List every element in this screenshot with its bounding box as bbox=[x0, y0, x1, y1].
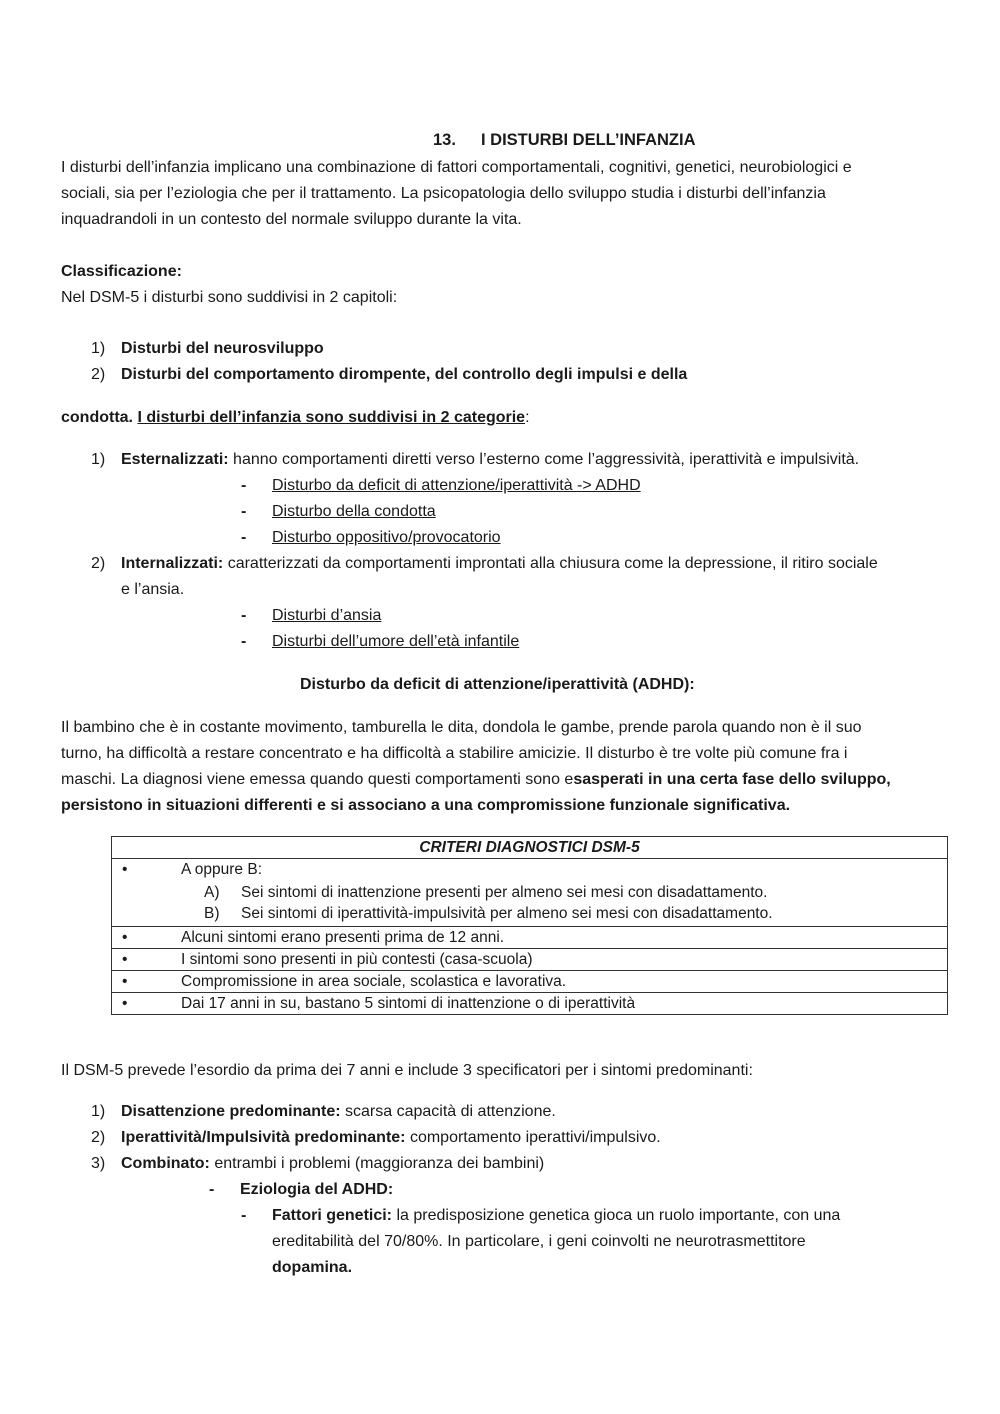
categories-colon: : bbox=[525, 409, 530, 426]
categories-intro bbox=[61, 408, 530, 428]
etiology-heading bbox=[0, 1181, 1000, 1201]
chapter-number: 13. bbox=[433, 131, 456, 149]
subitem-text: Disturbo oppositivo/provocatorio bbox=[272, 529, 501, 546]
classification-text: Nel DSM-5 i disturbi sono suddivisi in 2 capitoli: bbox=[61, 289, 398, 306]
sub-label-a: A) bbox=[204, 884, 220, 901]
specifier-line bbox=[121, 1103, 556, 1121]
bullet-marker: • bbox=[122, 951, 128, 968]
classification-label: Classificazione: bbox=[61, 263, 182, 280]
criteria-text: A oppure B: bbox=[181, 861, 263, 878]
subitem-4 bbox=[0, 607, 1000, 627]
list-number: 2) bbox=[91, 366, 106, 383]
sub-text-a: Sei sintomi di inattenzione presenti per almeno sei mesi con disadattamento. bbox=[241, 884, 768, 901]
subitem-2 bbox=[0, 503, 1000, 523]
adhd-p3-bold: sasperati in una certa fase dello sviluppo, bbox=[573, 771, 891, 788]
chapter-title: I DISTURBI DELL’INFANZIA bbox=[481, 131, 696, 149]
criteria-text: Compromissione in area sociale, scolastica e lavorativa. bbox=[181, 973, 567, 990]
list-number: 1) bbox=[91, 340, 106, 357]
continuation-bold: condotta. bbox=[61, 409, 133, 426]
subitem-text: Disturbo da deficit di attenzione/iperattività -> ADHD bbox=[272, 477, 641, 494]
list-number: 2) bbox=[91, 555, 106, 572]
criteria-text: I sintomi sono presenti in più contesti (casa-scuola) bbox=[181, 951, 533, 968]
criteria-row-3 bbox=[112, 949, 948, 971]
adhd-title: Disturbo da deficit di attenzione/iperattività (ADHD): bbox=[300, 676, 695, 693]
bullet-marker: • bbox=[122, 995, 128, 1012]
list-number: 1) bbox=[91, 1103, 106, 1120]
dash-marker: - bbox=[241, 633, 247, 650]
subitem-3 bbox=[0, 529, 1000, 549]
genetic-factors-item bbox=[0, 1207, 1000, 1279]
criteria-text: Dai 17 anni in su, bastano 5 sintomi di inattenzione o di iperattività bbox=[181, 995, 636, 1012]
category-text: hanno comportamenti diretti verso l’esterno come l’aggressività, iperattività e impulsività. bbox=[233, 451, 860, 468]
specifier-label: Iperattività/Impulsività predominante: bbox=[121, 1129, 406, 1146]
criteria-cell-content bbox=[112, 859, 947, 926]
etiology-label: Eziologia del ADHD: bbox=[240, 1181, 394, 1198]
list-number: 3) bbox=[91, 1155, 106, 1172]
sub-label-b: B) bbox=[204, 905, 220, 922]
category-item-1 bbox=[0, 451, 1000, 471]
genetic-line-1 bbox=[272, 1207, 840, 1225]
criteria-cell bbox=[112, 993, 948, 1015]
adhd-paragraph-line-3 bbox=[61, 770, 891, 790]
criteria-cell bbox=[112, 859, 948, 927]
adhd-paragraph-line-2: turno, ha difficoltà a restare concentrato e ha difficoltà a stabilire amicizie. Il disturbo è tre volte più comune fra i bbox=[61, 745, 848, 762]
category-line bbox=[121, 451, 859, 469]
genetic-text-1: la predisposizione genetica gioca un ruolo importante, con una bbox=[396, 1207, 841, 1224]
categories-underlined: I disturbi dell’infanzia sono suddivisi in 2 categorie bbox=[137, 409, 526, 426]
dash-marker: - bbox=[241, 477, 247, 494]
criteria-row-2 bbox=[112, 927, 948, 949]
specifiers-intro: Il DSM-5 prevede l’esordio da prima dei 7 anni e include 3 specificatori per i sintomi predominanti: bbox=[61, 1062, 753, 1079]
criteria-table bbox=[111, 836, 948, 1015]
specifier-item-2 bbox=[0, 1129, 1000, 1149]
category-item-2 bbox=[0, 555, 1000, 601]
criteria-cell bbox=[112, 949, 948, 971]
criteria-header: CRITERI DIAGNOSTICI DSM-5 bbox=[112, 837, 948, 859]
criteria-cell-content bbox=[112, 927, 947, 948]
category-label: Internalizzati: bbox=[121, 555, 224, 572]
specifier-text: scarsa capacità di attenzione. bbox=[345, 1103, 556, 1120]
dash-marker: - bbox=[241, 503, 247, 520]
criteria-cell-content bbox=[112, 949, 947, 970]
criteria-row-4 bbox=[112, 971, 948, 993]
specifier-text: entrambi i problemi (maggioranza dei bambini) bbox=[214, 1155, 545, 1172]
criteria-header-row bbox=[112, 837, 948, 859]
bullet-marker: • bbox=[122, 861, 128, 878]
chapter-text: Disturbi del neurosviluppo bbox=[121, 340, 324, 357]
criteria-row-5 bbox=[112, 993, 948, 1015]
intro-line-3: inquadrandoli in un contesto del normale sviluppo durante la vita. bbox=[61, 211, 522, 228]
genetic-text-2: ereditabilità del 70/80%. In particolare, i geni coinvolti ne neurotrasmettitore bbox=[272, 1233, 806, 1250]
subitem-1 bbox=[0, 477, 1000, 497]
specifier-line bbox=[121, 1129, 661, 1147]
criteria-cell bbox=[112, 971, 948, 993]
subitem-5 bbox=[0, 633, 1000, 653]
subitem-text: Disturbi dell’umore dell’età infantile bbox=[272, 633, 520, 650]
criteria-cell-content bbox=[112, 971, 947, 992]
genetic-text-3: dopamina. bbox=[272, 1259, 353, 1276]
intro-line-2: sociali, sia per l’eziologia che per il trattamento. La psicopatologia dello sviluppo studia i disturbi dell’infanzia bbox=[61, 185, 826, 202]
criteria-row-1 bbox=[112, 859, 948, 927]
list-number: 1) bbox=[91, 451, 106, 468]
criteria-text: Alcuni sintomi erano presenti prima de 12 anni. bbox=[181, 929, 505, 946]
specifier-item-1 bbox=[0, 1103, 1000, 1123]
specifier-text: comportamento iperattivi/impulsivo. bbox=[409, 1129, 661, 1146]
specifier-line bbox=[121, 1155, 544, 1173]
sub-text-b: Sei sintomi di iperattività-impulsività per almeno sei mesi con disadattamento. bbox=[241, 905, 773, 922]
intro-line-1: I disturbi dell’infanzia implicano una combinazione di fattori comportamentali, cognitivi, genetici, neurobiologici e bbox=[61, 159, 852, 176]
category-line bbox=[121, 555, 878, 573]
bullet-marker: • bbox=[122, 929, 128, 946]
category-text-continued: e l’ansia. bbox=[121, 581, 185, 598]
list-number: 2) bbox=[91, 1129, 106, 1146]
category-text: caratterizzati da comportamenti improntati alla chiusura come la depressione, il ritiro sociale bbox=[227, 555, 878, 572]
subitem-text: Disturbo della condotta bbox=[272, 503, 436, 520]
criteria-cell-content bbox=[112, 993, 947, 1014]
subitem-text: Disturbi d’ansia bbox=[272, 607, 382, 624]
chapter-text: Disturbi del comportamento dirompente, del controllo degli impulsi e della bbox=[121, 366, 688, 383]
adhd-paragraph-line-1: Il bambino che è in costante movimento, tamburella le dita, dondola le gambe, prende parola quando non è il suo bbox=[61, 719, 862, 736]
category-label: Esternalizzati: bbox=[121, 451, 229, 468]
chapter-item-2 bbox=[0, 366, 1000, 386]
criteria-cell bbox=[112, 927, 948, 949]
specifier-label: Combinato: bbox=[121, 1155, 210, 1172]
genetic-label: Fattori genetici: bbox=[272, 1207, 393, 1224]
adhd-paragraph-line-4: persistono in situazioni differenti e si associano a una compromissione funzionale significativa. bbox=[61, 797, 791, 814]
dash-marker: - bbox=[241, 1207, 247, 1224]
chapter-item-1 bbox=[0, 340, 1000, 360]
specifier-label: Disattenzione predominante: bbox=[121, 1103, 341, 1120]
dash-marker: - bbox=[241, 607, 247, 624]
specifier-item-3 bbox=[0, 1155, 1000, 1175]
dash-marker: - bbox=[241, 529, 247, 546]
bullet-marker: • bbox=[122, 973, 128, 990]
adhd-p3-normal: maschi. La diagnosi viene emessa quando questi comportamenti sono e bbox=[61, 771, 574, 788]
dash-marker: - bbox=[209, 1181, 215, 1198]
